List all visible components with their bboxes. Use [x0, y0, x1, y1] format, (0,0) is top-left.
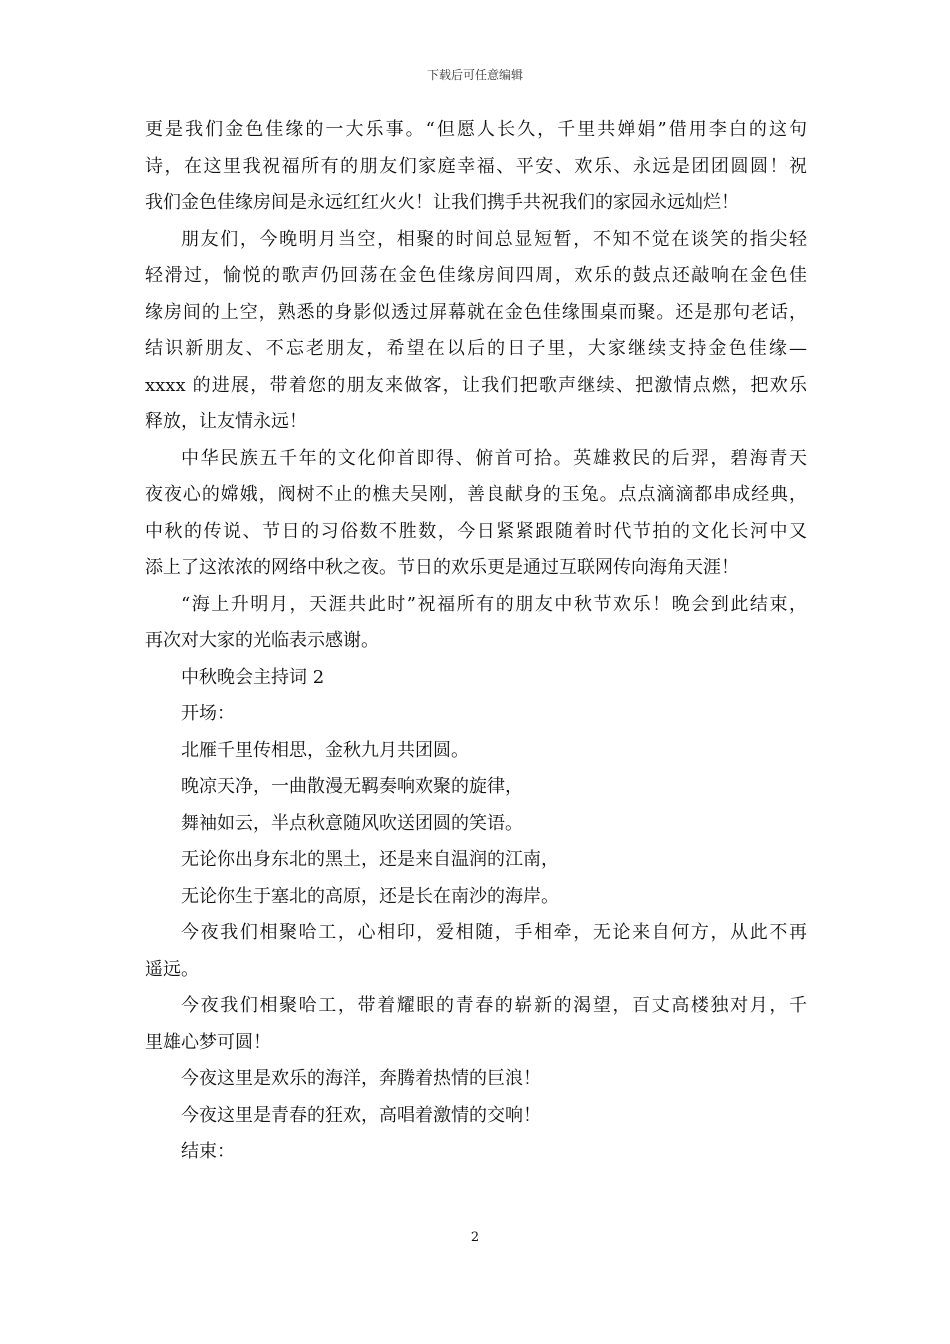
text-line: 释放，让友情永远！	[145, 411, 307, 432]
text-line: 添上了这浓浓的网络中秋之夜。节日的欢乐更是通过互联网传向海角天涯！	[145, 557, 739, 578]
text-line: “海上升明月，天涯共此时”祝福所有的朋友中秋节欢乐！晚会到此结束，	[181, 593, 807, 615]
text-line: 无论你生于塞北的高原，还是长在南沙的海岸。	[181, 885, 559, 907]
text-line: 朋友们，今晚明月当空，相聚的时间总显短暂，不知不觉在谈笑的指尖轻	[181, 228, 807, 250]
text-line: 诗，在这里我祝福所有的朋友们家庭幸福、平安、欢乐、永远是团团圆圆！祝	[145, 155, 807, 177]
text-line: 缘房间的上空，熟悉的身影似透过屏幕就在金色佳缘围桌而聚。还是那句老话，	[145, 301, 807, 323]
text-line: 今夜我们相聚哈工，带着耀眼的青春的崭新的渴望，百丈高楼独对月，千	[181, 995, 807, 1016]
text-line: 北雁千里传相思，金秋九月共团圆。	[181, 739, 469, 761]
section-heading: 中秋晚会主持词 2	[181, 666, 325, 688]
text-line: 开场：	[181, 703, 235, 724]
text-line: 无论你出身东北的黑土，还是来自温润的江南，	[181, 849, 559, 870]
text-line: 再次对大家的光临表示感谢。	[145, 630, 379, 651]
text-line: 晚凉天净，一曲散漫无羁奏响欢聚的旋律，	[181, 776, 523, 797]
text-line: 结束：	[181, 1141, 235, 1162]
text-line: 舞袖如云，半点秋意随风吹送团圆的笑语。	[181, 812, 523, 834]
text-line: 今夜我们相聚哈工，心相印，爱相随，手相牵，无论来自何方，从此不再	[181, 922, 807, 943]
text-line: 今夜这里是欢乐的海洋，奔腾着热情的巨浪！	[181, 1068, 541, 1089]
page-header: 下载后可任意编辑	[426, 68, 523, 82]
text-line: 更是我们金色佳缘的一大乐事。“但愿人长久，千里共婵娟”借用李白的这句	[145, 119, 807, 140]
page-number: 2	[470, 1230, 480, 1245]
text-line: 结识新朋友、不忘老朋友，希望在以后的日子里，大家继续支持金色佳缘—	[145, 338, 807, 359]
text-line: 今夜这里是青春的狂欢，高唱着激情的交响！	[181, 1104, 541, 1126]
text-line: 中华民族五千年的文化仰首即得、俯首可拾。英雄救民的后羿，碧海青天	[181, 447, 807, 469]
text-line: xxxx 的进展，带着您的朋友来做客，让我们把歌声继续、把激情点燃，把欢乐	[145, 374, 807, 396]
document-body	[145, 112, 807, 1171]
text-line: 遥远。	[145, 958, 199, 980]
text-line: 我们金色佳缘房间是永远红红火火！让我们携手共祝我们的家园永远灿烂！	[145, 192, 739, 213]
text-line: 夜夜心的嫦娥，阀树不止的樵夫吴刚，善良献身的玉兔。点点滴滴都串成经典，	[145, 484, 807, 505]
text-line: 中秋的传说、节日的习俗数不胜数，今日紧紧跟随着时代节拍的文化长河中又	[145, 520, 807, 542]
text-line: 里雄心梦可圆！	[145, 1031, 271, 1053]
text-line: 轻滑过，愉悦的歌声仍回荡在金色佳缘房间四周，欢乐的鼓点还敲响在金色佳	[145, 265, 807, 286]
